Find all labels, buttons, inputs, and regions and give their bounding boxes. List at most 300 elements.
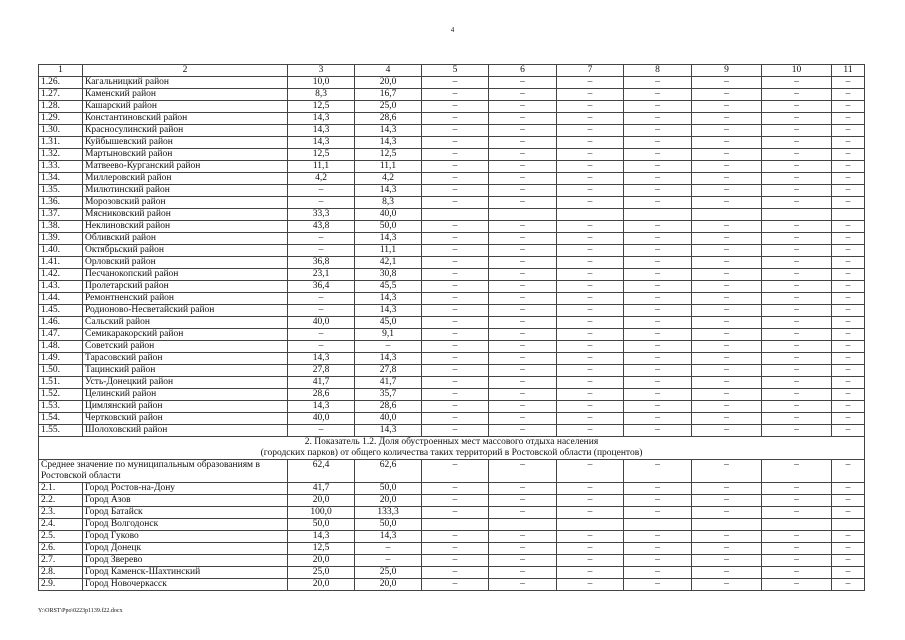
row-value: – bbox=[489, 185, 557, 197]
row-value: – bbox=[422, 543, 489, 555]
row-value: – bbox=[692, 269, 762, 281]
row-value: – bbox=[762, 317, 832, 329]
row-value: – bbox=[557, 89, 624, 101]
row-value: – bbox=[762, 149, 832, 161]
row-value: – bbox=[692, 531, 762, 543]
row-value: – bbox=[557, 161, 624, 173]
table-row bbox=[39, 519, 865, 531]
row-value: 40,0 bbox=[355, 413, 422, 425]
row-name: Советский район bbox=[83, 341, 288, 353]
row-number: 1.41. bbox=[39, 257, 83, 269]
row-value: 28,6 bbox=[288, 389, 355, 401]
row-value: – bbox=[692, 305, 762, 317]
row-value: – bbox=[557, 495, 624, 507]
row-value: – bbox=[692, 460, 762, 483]
row-value: 41,7 bbox=[288, 483, 355, 495]
column-number: 2 bbox=[83, 65, 288, 77]
row-number: 1.35. bbox=[39, 185, 83, 197]
table-row bbox=[39, 353, 865, 365]
table-row bbox=[39, 567, 865, 579]
row-name: Шолоховский район bbox=[83, 425, 288, 437]
row-name: Куйбышевский район bbox=[83, 137, 288, 149]
row-name: Сальский район bbox=[83, 317, 288, 329]
row-value: – bbox=[557, 425, 624, 437]
row-value: – bbox=[489, 137, 557, 149]
column-number: 5 bbox=[422, 65, 489, 77]
row-value: – bbox=[557, 305, 624, 317]
row-value: – bbox=[762, 579, 832, 591]
row-value: – bbox=[832, 221, 865, 233]
row-value: – bbox=[422, 531, 489, 543]
row-value: 11,1 bbox=[355, 161, 422, 173]
table-row bbox=[39, 507, 865, 519]
row-value: – bbox=[422, 317, 489, 329]
row-name: Неклиновский район bbox=[83, 221, 288, 233]
row-value: – bbox=[692, 245, 762, 257]
row-value: – bbox=[624, 460, 692, 483]
row-value: – bbox=[422, 137, 489, 149]
row-value: 14,3 bbox=[288, 125, 355, 137]
row-value: – bbox=[422, 495, 489, 507]
row-value: – bbox=[422, 269, 489, 281]
row-value: – bbox=[489, 389, 557, 401]
row-name: Город Каменск-Шахтинский bbox=[83, 567, 288, 579]
row-value: – bbox=[422, 425, 489, 437]
table-row bbox=[39, 425, 865, 437]
row-value: 36,8 bbox=[288, 257, 355, 269]
row-value: – bbox=[762, 173, 832, 185]
row-value: 20,0 bbox=[355, 495, 422, 507]
row-value: – bbox=[422, 221, 489, 233]
row-value: – bbox=[832, 281, 865, 293]
row-value: – bbox=[692, 389, 762, 401]
row-value: 25,0 bbox=[355, 101, 422, 113]
row-value: – bbox=[832, 293, 865, 305]
row-value: – bbox=[762, 460, 832, 483]
row-value: – bbox=[624, 567, 692, 579]
row-value: 40,0 bbox=[288, 413, 355, 425]
row-value: – bbox=[832, 269, 865, 281]
row-value: 14,3 bbox=[288, 113, 355, 125]
table-row bbox=[39, 495, 865, 507]
row-value: – bbox=[422, 293, 489, 305]
row-value: – bbox=[422, 555, 489, 567]
row-value: – bbox=[557, 125, 624, 137]
row-value: – bbox=[832, 543, 865, 555]
row-value: 14,3 bbox=[355, 425, 422, 437]
section-header-row bbox=[39, 437, 865, 460]
row-value: – bbox=[489, 221, 557, 233]
row-value: – bbox=[762, 245, 832, 257]
table-row bbox=[39, 245, 865, 257]
row-value: 14,3 bbox=[355, 531, 422, 543]
row-value: – bbox=[624, 149, 692, 161]
row-value: – bbox=[557, 555, 624, 567]
row-value: – bbox=[624, 365, 692, 377]
row-value: – bbox=[692, 233, 762, 245]
row-value: – bbox=[489, 543, 557, 555]
row-value: 20,0 bbox=[288, 555, 355, 567]
row-number: 1.27. bbox=[39, 89, 83, 101]
row-value: – bbox=[422, 329, 489, 341]
row-value: – bbox=[355, 543, 422, 555]
row-value: – bbox=[762, 197, 832, 209]
row-number: 1.39. bbox=[39, 233, 83, 245]
row-value: – bbox=[355, 555, 422, 567]
row-value: – bbox=[832, 507, 865, 519]
row-value: – bbox=[762, 257, 832, 269]
table-row bbox=[39, 101, 865, 113]
row-name: Обливский район bbox=[83, 233, 288, 245]
table-row bbox=[39, 281, 865, 293]
row-value: – bbox=[557, 269, 624, 281]
row-value: 14,3 bbox=[355, 293, 422, 305]
table-row bbox=[39, 269, 865, 281]
row-value: – bbox=[422, 245, 489, 257]
row-number: 1.26. bbox=[39, 77, 83, 89]
row-value: – bbox=[624, 281, 692, 293]
row-value: – bbox=[624, 221, 692, 233]
row-value: – bbox=[762, 365, 832, 377]
table-row bbox=[39, 329, 865, 341]
row-value: – bbox=[557, 401, 624, 413]
row-value: – bbox=[624, 531, 692, 543]
row-name: Константиновский район bbox=[83, 113, 288, 125]
row-value bbox=[624, 519, 692, 531]
row-value: – bbox=[692, 507, 762, 519]
table-row bbox=[39, 77, 865, 89]
row-value: – bbox=[489, 413, 557, 425]
row-value: 14,3 bbox=[355, 305, 422, 317]
row-value: 14,3 bbox=[288, 137, 355, 149]
row-value: 27,8 bbox=[288, 365, 355, 377]
row-number: 1.28. bbox=[39, 101, 83, 113]
row-value bbox=[489, 519, 557, 531]
row-value: – bbox=[557, 579, 624, 591]
table-row bbox=[39, 197, 865, 209]
column-number: 4 bbox=[355, 65, 422, 77]
row-value: 133,3 bbox=[355, 507, 422, 519]
row-value: – bbox=[692, 257, 762, 269]
row-value: – bbox=[422, 113, 489, 125]
column-number: 10 bbox=[762, 65, 832, 77]
row-value: – bbox=[489, 377, 557, 389]
row-value: – bbox=[624, 125, 692, 137]
row-value: – bbox=[489, 317, 557, 329]
row-number: 2.3. bbox=[39, 507, 83, 519]
row-value: – bbox=[762, 101, 832, 113]
row-value: – bbox=[832, 233, 865, 245]
row-value: – bbox=[832, 425, 865, 437]
row-value: – bbox=[692, 293, 762, 305]
row-value: – bbox=[624, 113, 692, 125]
row-value: – bbox=[692, 365, 762, 377]
table-row bbox=[39, 483, 865, 495]
row-value: – bbox=[288, 341, 355, 353]
row-value: – bbox=[557, 483, 624, 495]
row-value: 45,0 bbox=[355, 317, 422, 329]
row-value: – bbox=[692, 281, 762, 293]
row-value: – bbox=[557, 567, 624, 579]
row-value: – bbox=[489, 401, 557, 413]
row-value: – bbox=[422, 567, 489, 579]
row-value: – bbox=[557, 257, 624, 269]
row-value bbox=[557, 209, 624, 221]
row-value: – bbox=[557, 365, 624, 377]
row-value: – bbox=[422, 77, 489, 89]
row-value: – bbox=[832, 101, 865, 113]
row-value bbox=[557, 519, 624, 531]
row-value: – bbox=[762, 507, 832, 519]
row-value: – bbox=[422, 365, 489, 377]
row-number: 2.6. bbox=[39, 543, 83, 555]
row-value: – bbox=[624, 495, 692, 507]
row-value: 45,5 bbox=[355, 281, 422, 293]
row-value: – bbox=[832, 161, 865, 173]
row-value: 41,7 bbox=[288, 377, 355, 389]
row-value: – bbox=[692, 137, 762, 149]
row-name: Целинский район bbox=[83, 389, 288, 401]
row-value: 27,8 bbox=[355, 365, 422, 377]
row-value: – bbox=[692, 101, 762, 113]
row-value: – bbox=[624, 401, 692, 413]
table-row bbox=[39, 341, 865, 353]
row-value: – bbox=[489, 89, 557, 101]
row-value: 50,0 bbox=[355, 483, 422, 495]
row-value: – bbox=[692, 341, 762, 353]
row-value: – bbox=[489, 197, 557, 209]
row-name: Усть-Донецкий район bbox=[83, 377, 288, 389]
row-value: – bbox=[692, 555, 762, 567]
row-value: – bbox=[624, 413, 692, 425]
row-value: – bbox=[832, 555, 865, 567]
row-value: – bbox=[489, 507, 557, 519]
row-value: – bbox=[692, 161, 762, 173]
row-value: – bbox=[489, 77, 557, 89]
row-number: 1.46. bbox=[39, 317, 83, 329]
row-value: – bbox=[489, 257, 557, 269]
row-value: – bbox=[762, 185, 832, 197]
row-value: 12,5 bbox=[288, 149, 355, 161]
row-value: – bbox=[624, 89, 692, 101]
row-number: 1.37. bbox=[39, 209, 83, 221]
row-value: – bbox=[692, 401, 762, 413]
row-value: – bbox=[422, 161, 489, 173]
row-value: 12,5 bbox=[288, 101, 355, 113]
row-name: Каменский район bbox=[83, 89, 288, 101]
row-value: 40,0 bbox=[355, 209, 422, 221]
row-value: – bbox=[489, 269, 557, 281]
row-value: 62,4 bbox=[288, 460, 355, 483]
row-value: – bbox=[624, 483, 692, 495]
row-name: Мартыновский район bbox=[83, 149, 288, 161]
row-value: 14,3 bbox=[355, 233, 422, 245]
row-value: – bbox=[422, 377, 489, 389]
row-name: Песчанокопский район bbox=[83, 269, 288, 281]
row-name: Красносулинский район bbox=[83, 125, 288, 137]
row-number: 2.5. bbox=[39, 531, 83, 543]
table-row bbox=[39, 401, 865, 413]
row-number: 1.31. bbox=[39, 137, 83, 149]
row-value: – bbox=[692, 353, 762, 365]
row-value bbox=[624, 209, 692, 221]
row-value: 10,0 bbox=[288, 77, 355, 89]
row-number: 1.47. bbox=[39, 329, 83, 341]
row-name: Кагальницкий район bbox=[83, 77, 288, 89]
row-value: – bbox=[692, 483, 762, 495]
row-number: 1.50. bbox=[39, 365, 83, 377]
row-value: – bbox=[832, 305, 865, 317]
row-value: – bbox=[692, 185, 762, 197]
row-value: – bbox=[624, 257, 692, 269]
row-value: – bbox=[288, 305, 355, 317]
column-number-row bbox=[39, 65, 865, 77]
row-value: – bbox=[762, 543, 832, 555]
table-row bbox=[39, 125, 865, 137]
row-value: 25,0 bbox=[288, 567, 355, 579]
row-value: – bbox=[624, 77, 692, 89]
row-name: Морозовский район bbox=[83, 197, 288, 209]
row-value bbox=[692, 519, 762, 531]
row-value: – bbox=[762, 269, 832, 281]
row-name: Пролетарский район bbox=[83, 281, 288, 293]
row-value: – bbox=[832, 377, 865, 389]
row-value: – bbox=[422, 125, 489, 137]
row-value: 62,6 bbox=[355, 460, 422, 483]
row-number: 1.32. bbox=[39, 149, 83, 161]
row-value: – bbox=[557, 317, 624, 329]
table-row bbox=[39, 221, 865, 233]
row-name: Город Батайск bbox=[83, 507, 288, 519]
row-value: – bbox=[832, 89, 865, 101]
row-value: – bbox=[624, 425, 692, 437]
row-value: – bbox=[624, 269, 692, 281]
row-value bbox=[762, 209, 832, 221]
row-value: – bbox=[557, 137, 624, 149]
row-value: – bbox=[762, 233, 832, 245]
row-value: – bbox=[832, 257, 865, 269]
row-value: – bbox=[624, 185, 692, 197]
row-value: – bbox=[422, 413, 489, 425]
row-value: – bbox=[762, 125, 832, 137]
row-number: 1.54. bbox=[39, 413, 83, 425]
row-value: – bbox=[489, 173, 557, 185]
row-value: – bbox=[422, 101, 489, 113]
row-number: 1.30. bbox=[39, 125, 83, 137]
row-value: 50,0 bbox=[288, 519, 355, 531]
row-value: – bbox=[762, 329, 832, 341]
row-number: 1.44. bbox=[39, 293, 83, 305]
row-value: – bbox=[422, 233, 489, 245]
row-value bbox=[832, 519, 865, 531]
row-value bbox=[692, 209, 762, 221]
row-value: – bbox=[557, 531, 624, 543]
row-value: – bbox=[557, 353, 624, 365]
section-title-line-2: (городских парков) от общего количества таких территорий в Ростовской области (процентов) bbox=[260, 448, 643, 458]
row-value: 12,5 bbox=[355, 149, 422, 161]
row-value: – bbox=[832, 197, 865, 209]
row-value: – bbox=[489, 460, 557, 483]
row-value: – bbox=[692, 425, 762, 437]
row-value: – bbox=[422, 460, 489, 483]
row-value: – bbox=[422, 89, 489, 101]
row-value: – bbox=[422, 401, 489, 413]
row-value: – bbox=[624, 507, 692, 519]
row-value: – bbox=[489, 245, 557, 257]
column-number: 6 bbox=[489, 65, 557, 77]
row-value: – bbox=[624, 389, 692, 401]
row-value: – bbox=[624, 579, 692, 591]
row-number: 1.42. bbox=[39, 269, 83, 281]
row-name: Город Ростов-на-Дону bbox=[83, 483, 288, 495]
row-value: – bbox=[489, 101, 557, 113]
row-value: – bbox=[557, 185, 624, 197]
row-value: – bbox=[762, 89, 832, 101]
row-value: – bbox=[557, 507, 624, 519]
column-number: 8 bbox=[624, 65, 692, 77]
row-value: – bbox=[489, 425, 557, 437]
row-name: Октябрьский район bbox=[83, 245, 288, 257]
row-value: – bbox=[557, 543, 624, 555]
table-row bbox=[39, 305, 865, 317]
row-value: – bbox=[832, 413, 865, 425]
row-number: 1.33. bbox=[39, 161, 83, 173]
row-number: 1.29. bbox=[39, 113, 83, 125]
row-value: – bbox=[489, 495, 557, 507]
row-value: – bbox=[762, 161, 832, 173]
row-value: – bbox=[624, 293, 692, 305]
table-row bbox=[39, 173, 865, 185]
row-value: 25,0 bbox=[355, 567, 422, 579]
average-label: Среднее значение по муниципальным образованиям в Ростовской области bbox=[39, 460, 288, 483]
page-number: 4 bbox=[450, 26, 455, 34]
row-value: 8,3 bbox=[355, 197, 422, 209]
row-value: – bbox=[832, 389, 865, 401]
row-value: – bbox=[762, 281, 832, 293]
row-number: 2.7. bbox=[39, 555, 83, 567]
row-value: – bbox=[489, 365, 557, 377]
row-value: – bbox=[624, 353, 692, 365]
row-value: 36,4 bbox=[288, 281, 355, 293]
column-number: 1 bbox=[39, 65, 83, 77]
row-value: – bbox=[557, 293, 624, 305]
table-row bbox=[39, 209, 865, 221]
row-value: – bbox=[762, 567, 832, 579]
row-value: 14,3 bbox=[288, 353, 355, 365]
table-row bbox=[39, 113, 865, 125]
table-row bbox=[39, 137, 865, 149]
row-number: 1.48. bbox=[39, 341, 83, 353]
row-name: Цимлянский район bbox=[83, 401, 288, 413]
table-row bbox=[39, 89, 865, 101]
table-row bbox=[39, 413, 865, 425]
row-value: – bbox=[832, 77, 865, 89]
row-name: Город Новочеркасск bbox=[83, 579, 288, 591]
row-value: – bbox=[489, 113, 557, 125]
row-value: – bbox=[489, 305, 557, 317]
row-value: 20,0 bbox=[355, 77, 422, 89]
row-value: – bbox=[832, 567, 865, 579]
row-value: – bbox=[624, 173, 692, 185]
row-value: – bbox=[489, 281, 557, 293]
row-name: Ремонтненский район bbox=[83, 293, 288, 305]
row-value: – bbox=[762, 137, 832, 149]
table-row bbox=[39, 233, 865, 245]
row-value: 33,3 bbox=[288, 209, 355, 221]
row-value: – bbox=[557, 329, 624, 341]
average-row bbox=[39, 460, 865, 483]
row-name: Орловский район bbox=[83, 257, 288, 269]
